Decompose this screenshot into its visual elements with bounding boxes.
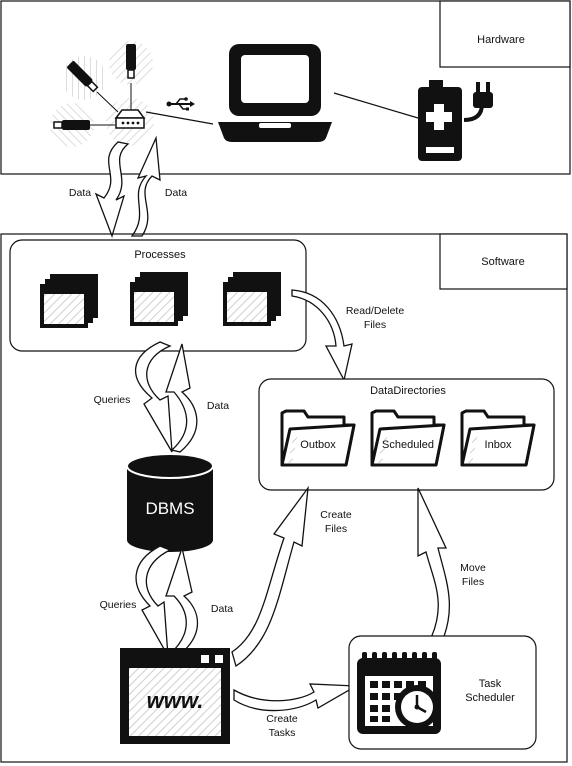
task-scheduler-label-line2: Scheduler <box>465 692 515 704</box>
software-label: Software <box>481 256 525 268</box>
queries-bottom-label: Queries <box>99 599 137 611</box>
calendar-clock-icon <box>357 652 441 734</box>
task-scheduler-label-line1: Task <box>478 678 502 690</box>
www-label: www. <box>146 688 204 713</box>
usb-symbol-icon <box>167 97 196 110</box>
create-tasks-label-line1: Create <box>266 713 298 725</box>
www-browser-icon <box>120 648 230 744</box>
process-window-icon <box>40 274 98 328</box>
move-files-label-line2: Files <box>461 576 485 588</box>
read-delete-label-line2: Files <box>363 319 387 331</box>
processes-dbms-arrows <box>94 342 230 452</box>
hw-data-arrows <box>69 138 187 236</box>
create-files-arrow <box>232 488 352 666</box>
laptop-icon <box>218 44 332 142</box>
process-window-icon <box>223 272 281 326</box>
dbms-label: DBMS <box>145 499 195 518</box>
battery-plug-icon <box>418 80 493 161</box>
folder-outbox <box>282 411 354 465</box>
dbms-www-arrows <box>100 546 234 656</box>
process-window-icon <box>130 272 188 326</box>
folder-icon <box>462 411 534 465</box>
create-files-label-line2: Files <box>324 523 348 535</box>
folder-scheduled-label: Scheduled <box>382 439 434 451</box>
folder-icon <box>372 411 444 465</box>
hw-data-label-left: Data <box>68 187 92 199</box>
processes-box <box>10 240 306 351</box>
read-delete-label-line1: Read/Delete <box>345 305 405 317</box>
hardware-section <box>1 1 570 174</box>
data-directories-box <box>259 379 554 490</box>
data-bottom-label: Data <box>210 603 234 615</box>
create-tasks-arrow <box>234 684 356 739</box>
task-scheduler-box <box>349 636 536 749</box>
create-tasks-label-line2: Tasks <box>268 727 296 739</box>
folder-icon <box>282 411 354 465</box>
queries-top-label: Queries <box>93 394 131 406</box>
processes-label: Processes <box>134 249 186 261</box>
dbms-cylinder <box>127 454 213 552</box>
read-delete-arrow <box>292 290 404 380</box>
folder-inbox <box>462 411 534 465</box>
folder-scheduled <box>372 411 444 465</box>
create-files-label-line1: Create <box>320 509 352 521</box>
usb-stick-icon <box>109 41 153 85</box>
move-files-label-line1: Move <box>460 562 486 574</box>
folder-inbox-label: Inbox <box>484 439 512 451</box>
usb-hub-icon <box>106 98 154 146</box>
data-directories-label: DataDirectories <box>370 385 446 397</box>
hw-data-label-right: Data <box>164 187 188 199</box>
data-top-label: Data <box>206 400 230 412</box>
move-files-arrow <box>418 488 486 646</box>
folder-outbox-label: Outbox <box>300 439 336 451</box>
usb-stick-icon <box>50 103 94 147</box>
hardware-label: Hardware <box>477 34 525 46</box>
